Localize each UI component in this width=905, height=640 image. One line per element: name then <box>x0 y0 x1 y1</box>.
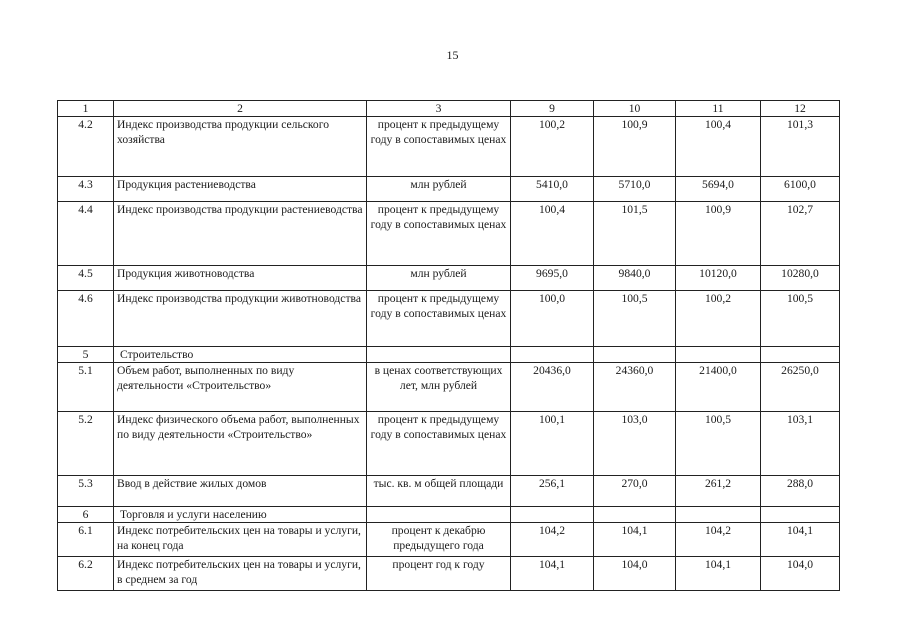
value-cell: 9840,0 <box>594 266 676 291</box>
value-cell: 10120,0 <box>676 266 761 291</box>
indicator-name: Индекс потребительских цен на товары и услуги, на конец года <box>114 523 367 557</box>
value-cell: 9695,0 <box>511 266 594 291</box>
value-cell: 101,3 <box>761 117 840 177</box>
value-cell: 100,0 <box>511 291 594 347</box>
value-cell: 10280,0 <box>761 266 840 291</box>
unit-cell: в ценах соответствующих лет, млн рублей <box>367 363 511 412</box>
column-header: 12 <box>761 101 840 117</box>
value-cell: 102,7 <box>761 202 840 266</box>
value-cell: 270,0 <box>594 476 676 507</box>
indicator-name: Индекс физического объема работ, выполненных по виду деятельности «Строительство» <box>114 412 367 476</box>
table-row <box>58 202 840 266</box>
row-number: 6.1 <box>58 523 114 557</box>
value-cell <box>676 507 761 523</box>
row-number: 4.3 <box>58 177 114 202</box>
unit-cell: млн рублей <box>367 177 511 202</box>
unit-cell: процент год к году <box>367 557 511 591</box>
row-number: 4.6 <box>58 291 114 347</box>
value-cell: 100,5 <box>676 412 761 476</box>
value-cell: 100,2 <box>676 291 761 347</box>
unit-cell <box>367 507 511 523</box>
value-cell: 103,0 <box>594 412 676 476</box>
value-cell: 100,4 <box>676 117 761 177</box>
unit-cell <box>367 347 511 363</box>
value-cell: 104,1 <box>676 557 761 591</box>
value-cell: 256,1 <box>511 476 594 507</box>
value-cell: 5410,0 <box>511 177 594 202</box>
unit-cell: млн рублей <box>367 266 511 291</box>
row-number: 4.5 <box>58 266 114 291</box>
unit-cell: процент к предыдущему году в сопоставимых ценах <box>367 202 511 266</box>
row-number: 6 <box>58 507 114 523</box>
value-cell: 104,1 <box>511 557 594 591</box>
value-cell: 104,1 <box>594 523 676 557</box>
table-row <box>58 177 840 202</box>
table-row <box>58 117 840 177</box>
column-header: 9 <box>511 101 594 117</box>
value-cell: 100,9 <box>594 117 676 177</box>
column-header: 1 <box>58 101 114 117</box>
value-cell: 5710,0 <box>594 177 676 202</box>
unit-cell: процент к предыдущему году в сопоставимых ценах <box>367 117 511 177</box>
value-cell <box>594 347 676 363</box>
value-cell: 24360,0 <box>594 363 676 412</box>
indicator-name: Торговля и услуги населению <box>114 507 367 523</box>
row-number: 5 <box>58 347 114 363</box>
section-row <box>58 347 840 363</box>
value-cell: 100,4 <box>511 202 594 266</box>
indicator-name: Индекс производства продукции растениеводства <box>114 202 367 266</box>
value-cell <box>594 507 676 523</box>
value-cell: 20436,0 <box>511 363 594 412</box>
value-cell: 104,0 <box>594 557 676 591</box>
value-cell: 100,5 <box>761 291 840 347</box>
row-number: 5.1 <box>58 363 114 412</box>
value-cell: 6100,0 <box>761 177 840 202</box>
column-header: 11 <box>676 101 761 117</box>
table-row <box>58 291 840 347</box>
row-number: 6.2 <box>58 557 114 591</box>
value-cell: 104,1 <box>761 523 840 557</box>
value-cell <box>511 347 594 363</box>
value-cell: 101,5 <box>594 202 676 266</box>
value-cell: 288,0 <box>761 476 840 507</box>
value-cell <box>761 507 840 523</box>
indicator-name: Ввод в действие жилых домов <box>114 476 367 507</box>
unit-cell: процент к предыдущему году в сопоставимых ценах <box>367 412 511 476</box>
column-header: 2 <box>114 101 367 117</box>
value-cell: 100,2 <box>511 117 594 177</box>
indicator-name: Продукция животноводства <box>114 266 367 291</box>
section-row <box>58 507 840 523</box>
value-cell <box>761 347 840 363</box>
value-cell: 5694,0 <box>676 177 761 202</box>
row-number: 5.3 <box>58 476 114 507</box>
row-number: 4.2 <box>58 117 114 177</box>
value-cell: 104,2 <box>511 523 594 557</box>
row-number: 4.4 <box>58 202 114 266</box>
page-number: 15 <box>446 48 459 62</box>
value-cell: 100,1 <box>511 412 594 476</box>
indicator-name: Объем работ, выполненных по виду деятельности «Строительство» <box>114 363 367 412</box>
table-row <box>58 266 840 291</box>
table-row <box>58 412 840 476</box>
indicator-name: Индекс потребительских цен на товары и услуги, в среднем за год <box>114 557 367 591</box>
value-cell: 21400,0 <box>676 363 761 412</box>
column-header: 3 <box>367 101 511 117</box>
unit-cell: процент к декабрю предыдущего года <box>367 523 511 557</box>
column-header-row <box>58 101 840 117</box>
indicator-name: Индекс производства продукции животноводства <box>114 291 367 347</box>
value-cell: 26250,0 <box>761 363 840 412</box>
value-cell: 100,9 <box>676 202 761 266</box>
value-cell: 261,2 <box>676 476 761 507</box>
table-row <box>58 523 840 557</box>
indicators-table <box>57 100 840 591</box>
unit-cell: процент к предыдущему году в сопоставимых ценах <box>367 291 511 347</box>
row-number: 5.2 <box>58 412 114 476</box>
value-cell <box>511 507 594 523</box>
column-header: 10 <box>594 101 676 117</box>
value-cell: 104,0 <box>761 557 840 591</box>
table-row <box>58 557 840 591</box>
indicator-name: Индекс производства продукции сельского хозяйства <box>114 117 367 177</box>
value-cell: 100,5 <box>594 291 676 347</box>
value-cell <box>676 347 761 363</box>
unit-cell: тыс. кв. м общей площади <box>367 476 511 507</box>
indicator-name: Продукция растениеводства <box>114 177 367 202</box>
value-cell: 103,1 <box>761 412 840 476</box>
table-row <box>58 363 840 412</box>
table-row <box>58 476 840 507</box>
indicator-name: Строительство <box>114 347 367 363</box>
value-cell: 104,2 <box>676 523 761 557</box>
